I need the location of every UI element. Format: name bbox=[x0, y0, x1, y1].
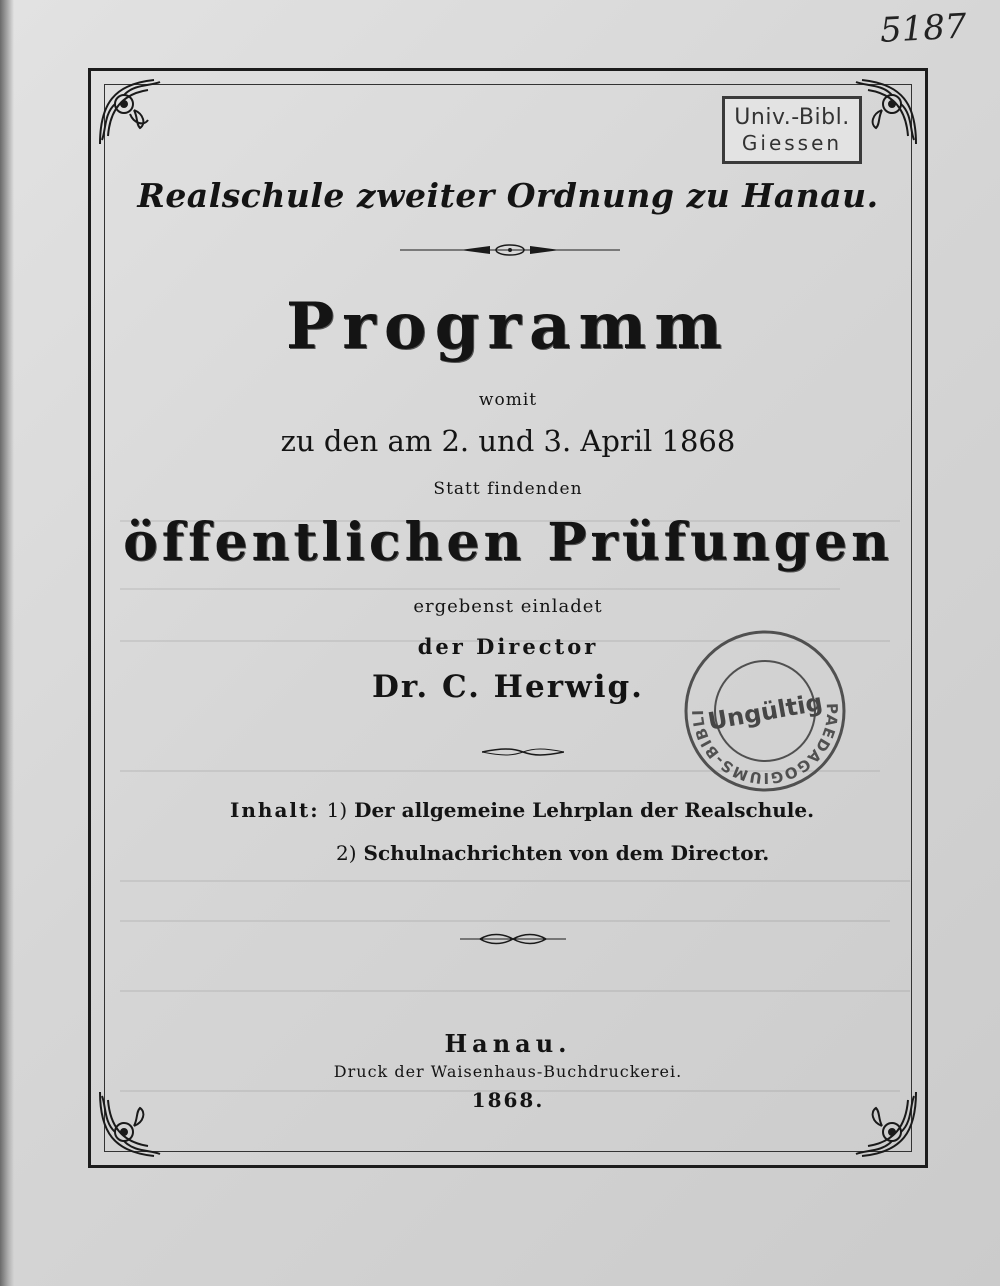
contents-item-text: Der allgemeine Lehrplan der Realschule. bbox=[354, 798, 815, 822]
imprint-printer: Druck der Waisenhaus-Buchdruckerei. bbox=[333, 1062, 683, 1081]
library-stamp-line1: Univ.-Bibl. bbox=[734, 105, 850, 130]
school-name: Realschule zweiter Ordnung zu Hanau. bbox=[137, 176, 879, 215]
invitation-text: ergebenst einladet bbox=[413, 596, 603, 617]
exam-heading: öffentlichen Prüfungen bbox=[123, 512, 893, 573]
contents-item-1 bbox=[230, 798, 815, 822]
contents-item-text: Schulnachrichten von dem Director. bbox=[363, 841, 770, 865]
page-edge-shadow bbox=[0, 0, 14, 1286]
library-stamp-line2: Giessen bbox=[741, 131, 843, 155]
title-page-content bbox=[104, 84, 912, 1152]
director-label: der Director bbox=[417, 634, 599, 659]
divider-ornament-icon bbox=[460, 932, 566, 946]
womit-text: womit bbox=[478, 390, 538, 410]
contents-item-number: 1) bbox=[326, 798, 348, 822]
contents-item-number: 2) bbox=[336, 841, 357, 865]
divider-ornament-icon bbox=[482, 746, 564, 758]
document-title: Programm bbox=[286, 289, 730, 364]
divider-ornament-icon bbox=[400, 244, 620, 256]
imprint-city: Hanau. bbox=[444, 1029, 572, 1058]
seal-ring-text: PAEDAGOGIUMS-BIBLI bbox=[688, 702, 842, 788]
exam-dates: zu den am 2. und 3. April 1868 bbox=[280, 424, 736, 458]
contents-label: Inhalt: bbox=[230, 798, 320, 822]
director-name: Dr. C. Herwig. bbox=[372, 669, 644, 705]
seal-center-text: Ungültig bbox=[705, 688, 825, 736]
statt-text: Statt findenden bbox=[433, 479, 583, 499]
contents-item-2 bbox=[336, 841, 836, 865]
imprint-year: 1868. bbox=[471, 1088, 545, 1112]
shelf-number: 5187 bbox=[879, 6, 968, 51]
